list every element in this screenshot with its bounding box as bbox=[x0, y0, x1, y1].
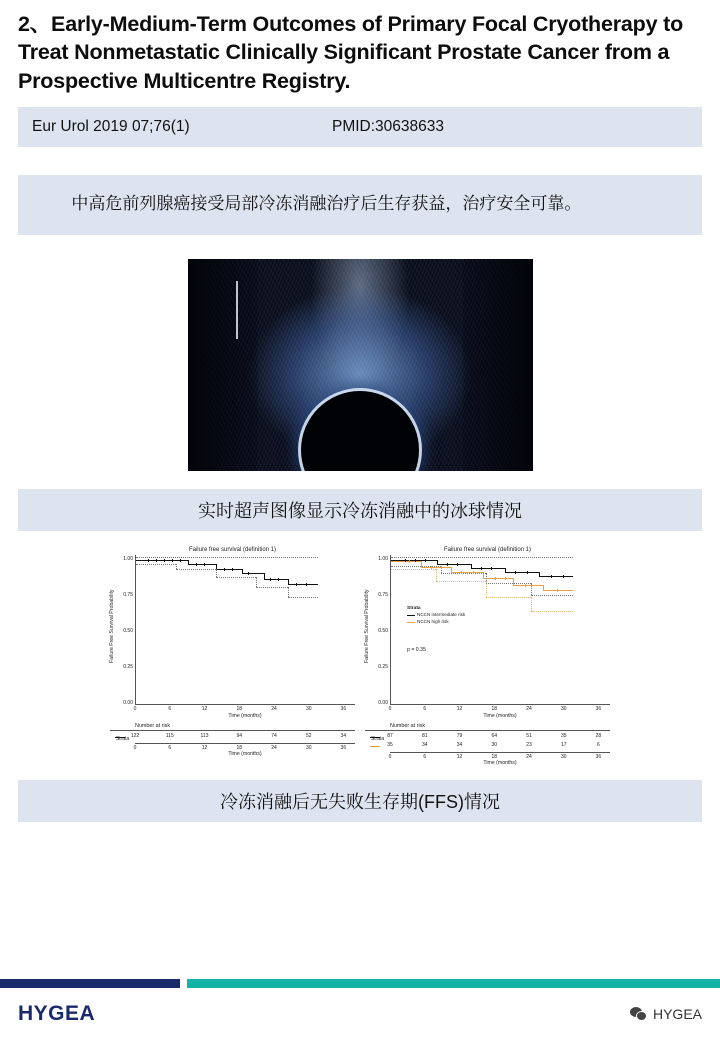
risk-value: 34 bbox=[456, 741, 463, 748]
xtick: 24 bbox=[526, 705, 532, 712]
km-panel-overall-xlabel: Time (months) bbox=[228, 712, 262, 719]
ultrasound-shadow-left bbox=[188, 259, 258, 471]
xtick: 30 bbox=[561, 705, 567, 712]
km-panel-strata-yticks bbox=[375, 555, 390, 705]
risk-value: 64 bbox=[491, 732, 498, 739]
ytick: 0.75 bbox=[123, 591, 133, 598]
xtick: 12 bbox=[201, 744, 208, 751]
xtick: 18 bbox=[491, 753, 498, 760]
ultrasound-image bbox=[188, 259, 533, 471]
page-title: 2、Early-Medium-Term Outcomes of Primary Focal Cryotherapy to Treat Nonmetastatic Clinically Significant Prostate Cancer from a Prospective Multicentre Registry. bbox=[18, 12, 684, 93]
km-panel-strata bbox=[365, 547, 610, 766]
risk-row-legend-dash bbox=[115, 737, 125, 738]
xtick: 6 bbox=[423, 705, 427, 712]
xtick: 12 bbox=[456, 753, 463, 760]
km-panel-overall-xticks bbox=[135, 705, 355, 715]
risk-value: 79 bbox=[456, 732, 463, 739]
risk-value: 6 bbox=[596, 741, 600, 748]
ytick: 0.75 bbox=[378, 591, 388, 598]
km-legend bbox=[407, 605, 465, 626]
km-panel-overall-risk-title: Number at risk bbox=[135, 722, 171, 729]
xtick: 36 bbox=[595, 705, 602, 712]
ytick: 1.00 bbox=[378, 555, 388, 562]
xtick: 12 bbox=[456, 705, 463, 712]
citation-pmid: PMID:30638633 bbox=[332, 118, 445, 136]
risk-xlabel: Time (months) bbox=[228, 750, 262, 757]
footer-bar-navy bbox=[0, 979, 180, 988]
risk-xlabel: Time (months) bbox=[483, 759, 517, 766]
km-panel-strata-xticks bbox=[390, 705, 610, 715]
km-panel-overall-yticks bbox=[120, 555, 135, 705]
xtick: 18 bbox=[236, 744, 243, 751]
risk-row-legend-dash bbox=[370, 746, 380, 747]
wechat-handle bbox=[630, 1006, 702, 1022]
risk-strata-label: Strata bbox=[115, 735, 130, 742]
ytick: 0.50 bbox=[123, 627, 133, 634]
risk-value: 122 bbox=[130, 732, 140, 739]
footer-bar-teal bbox=[187, 979, 720, 988]
xtick: 0 bbox=[133, 744, 137, 751]
citation-bar bbox=[18, 107, 702, 147]
km-panel-overall-ylabel: Failure Free Survival Probability bbox=[109, 589, 115, 663]
risk-value: 34 bbox=[340, 732, 347, 739]
risk-value: 23 bbox=[526, 741, 532, 748]
km-panel-strata-xlabel: Time (months) bbox=[483, 712, 517, 719]
ytick: 0.25 bbox=[378, 663, 388, 670]
wechat-icon bbox=[630, 1007, 647, 1021]
legend-line-icon bbox=[407, 622, 415, 623]
km-panel-overall-plot bbox=[110, 555, 355, 705]
xtick: 24 bbox=[271, 705, 277, 712]
ytick: 1.00 bbox=[123, 555, 133, 562]
risk-value: 81 bbox=[421, 732, 428, 739]
xtick: 0 bbox=[388, 753, 392, 760]
risk-value: 52 bbox=[306, 732, 312, 739]
xtick: 18 bbox=[491, 705, 498, 712]
table-row bbox=[130, 732, 355, 742]
risk-rows bbox=[387, 732, 610, 766]
risk-value: 74 bbox=[271, 732, 277, 739]
table-row bbox=[387, 741, 610, 751]
ultrasound-figure bbox=[0, 259, 720, 471]
km-panel-overall-risk-table bbox=[110, 730, 355, 757]
xtick: 24 bbox=[271, 744, 277, 751]
table-row bbox=[387, 732, 610, 742]
km-panel-strata-axes bbox=[390, 555, 610, 705]
km-panel-strata-risk-table bbox=[365, 730, 610, 766]
km-legend-entry bbox=[407, 619, 465, 626]
xtick: 12 bbox=[201, 705, 208, 712]
xtick: 36 bbox=[595, 753, 602, 760]
km-legend-title: Strata bbox=[407, 605, 421, 611]
risk-value: 51 bbox=[526, 732, 532, 739]
km-panel-strata-title: Failure free survival (definition 1) bbox=[443, 546, 532, 553]
xtick: 30 bbox=[561, 753, 567, 760]
xtick: 30 bbox=[306, 705, 312, 712]
km-panel-overall-axes bbox=[135, 555, 355, 705]
ytick: 0.00 bbox=[123, 699, 133, 706]
risk-row-legend-dash bbox=[370, 737, 380, 738]
risk-value: 87 bbox=[387, 732, 393, 739]
risk-value: 17 bbox=[561, 741, 567, 748]
risk-value: 94 bbox=[236, 732, 243, 739]
ytick: 0.00 bbox=[378, 699, 388, 706]
xtick: 0 bbox=[388, 705, 392, 712]
xtick: 6 bbox=[168, 744, 172, 751]
footer-color-bars bbox=[0, 979, 720, 988]
km-panel-strata-risk-title: Number at risk bbox=[390, 722, 426, 729]
risk-value: 35 bbox=[561, 732, 567, 739]
km-caption-text: 冷冻消融后无失败生存期(FFS)情况 bbox=[220, 791, 500, 812]
risk-strata-label: Strata bbox=[370, 735, 385, 742]
footer-bar-gap bbox=[180, 979, 187, 988]
xtick: 0 bbox=[133, 705, 137, 712]
km-legend-label: NCCN high risk bbox=[417, 618, 449, 624]
xtick: 6 bbox=[168, 705, 172, 712]
conclusion-text: 中高危前列腺癌接受局部冷冻消融治疗后生存获益，治疗安全可靠。 bbox=[71, 194, 582, 214]
risk-value: 115 bbox=[165, 732, 174, 739]
legend-line-icon bbox=[407, 615, 415, 616]
risk-value: 113 bbox=[200, 732, 209, 739]
km-panel-strata-ylabel: Failure Free Survival Probability bbox=[364, 589, 370, 663]
km-panel-overall-title: Failure free survival (definition 1) bbox=[188, 546, 277, 553]
cryo-needle-marker bbox=[236, 281, 238, 339]
xtick: 18 bbox=[236, 705, 243, 712]
ultrasound-shadow-right bbox=[463, 259, 533, 471]
wechat-label: HYGEA bbox=[652, 1006, 702, 1022]
risk-value: 28 bbox=[595, 732, 602, 739]
km-legend-label: NCCN intermediate risk bbox=[417, 612, 466, 618]
ytick: 0.50 bbox=[378, 627, 388, 634]
footer bbox=[0, 988, 720, 1040]
ultrasound-caption bbox=[18, 489, 702, 531]
risk-xticks bbox=[135, 743, 355, 753]
brand-logo: HYGEA bbox=[18, 1002, 96, 1025]
citation-journal: Eur Urol 2019 07;76(1) bbox=[32, 118, 190, 136]
km-figure bbox=[0, 547, 720, 766]
km-panel-overall bbox=[110, 547, 355, 766]
risk-value: 30 bbox=[491, 741, 498, 748]
km-caption bbox=[18, 780, 702, 822]
km-panel-strata-plot bbox=[365, 555, 610, 705]
xtick: 36 bbox=[340, 744, 347, 751]
xtick: 36 bbox=[340, 705, 347, 712]
xtick: 6 bbox=[423, 753, 427, 760]
ultrasound-caption-text: 实时超声图像显示冷冻消融中的冰球情况 bbox=[198, 500, 522, 521]
risk-value: 35 bbox=[387, 741, 393, 748]
conclusion-box bbox=[18, 175, 702, 235]
km-pvalue: p = 0.35 bbox=[407, 646, 426, 653]
xtick: 24 bbox=[526, 753, 532, 760]
km-legend-entry bbox=[407, 612, 465, 619]
xtick: 30 bbox=[306, 744, 312, 751]
ytick: 0.25 bbox=[123, 663, 133, 670]
risk-xticks bbox=[390, 752, 610, 762]
risk-value: 34 bbox=[421, 741, 428, 748]
risk-rows bbox=[130, 732, 355, 757]
